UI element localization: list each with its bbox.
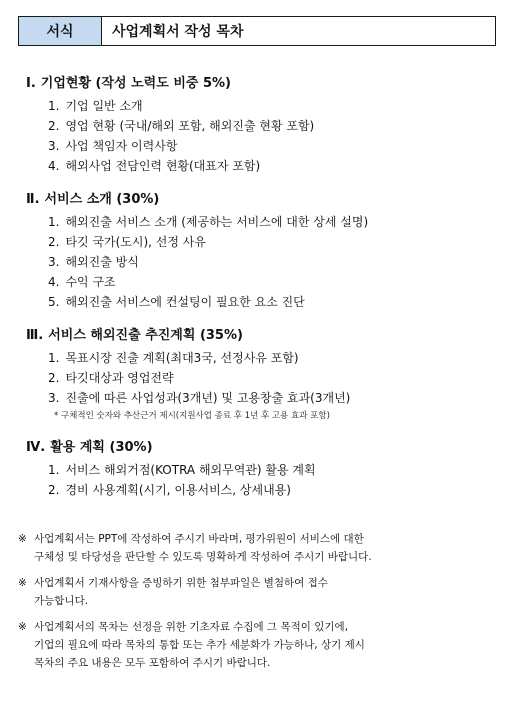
item-text: 기업 일반 소개 [65,99,143,113]
item-number: 4. [48,275,60,289]
list-item [26,156,496,176]
list-item [26,460,496,480]
instruction-notes [18,530,496,680]
item-text: 해외진출 서비스 소개 (제공하는 서비스에 대한 상세 설명) [65,215,369,229]
item-number: 2. [48,483,60,497]
list-item [26,252,496,272]
section-numeral: Ⅳ. [26,440,46,455]
item-number: 1. [48,463,60,477]
item-text: 수익 구조 [65,275,116,289]
section-numeral: Ⅰ. [26,76,36,91]
item-text: 해외사업 전담인력 현황(대표자 포함) [65,159,261,173]
note-text: 사업계획서의 목차는 선정을 위한 기초자료 수집에 그 목적이 있기에, 기업의 필요에 따라 목차의 통합 또는 추가 세분화가 가능하나, 상기 제시 목차의 주요 내용은 모두 포함하여 주시기 바랍니다. [34,621,365,669]
item-number: 3. [48,139,60,153]
list-item [26,212,496,232]
item-text: 진출에 따른 사업성과(3개년) 및 고용창출 효과(3개년) [65,391,351,405]
item-number: 2. [48,235,60,249]
section-3 [26,326,496,424]
note-mark: ※ [18,577,27,589]
item-number: 3. [48,255,60,269]
note-mark: ※ [18,533,27,545]
section-2 [26,190,496,312]
section-title: 서비스 해외진출 추진계획 (35%) [48,328,243,343]
item-text: 영업 현황 (국내/해외 포함, 해외진출 현황 포함) [65,119,315,133]
table-of-contents [26,74,496,514]
section-items [26,348,496,408]
document-header [18,16,496,46]
list-item [26,348,496,368]
note-text: 사업계획서는 PPT에 작성하여 주시기 바라며, 평가위원이 서비스에 대한 구체성 및 타당성을 판단할 수 있도록 명확하게 작성하여 주시기 바랍니다. [34,533,372,563]
section-title: 서비스 소개 (30%) [44,192,160,207]
item-number: 4. [48,159,60,173]
item-text: 타깃 국가(도시), 선정 사유 [65,235,206,249]
section-title: 기업현황 (작성 노력도 비중 5%) [40,76,231,91]
section-items [26,460,496,500]
item-text: 타깃대상과 영업전략 [65,371,174,385]
section-heading [26,74,496,94]
list-item [26,96,496,116]
list-item [26,136,496,156]
section-1 [26,74,496,176]
note-text: 사업계획서 기재사항을 증빙하기 위한 첨부파일은 별첨하여 접수 가능합니다. [34,577,328,607]
section-title: 활용 계획 (30%) [50,440,153,455]
item-number: 5. [48,295,60,309]
section-4 [26,438,496,500]
item-text: 경비 사용계획(시기, 이용서비스, 상세내용) [65,483,291,497]
list-item [26,292,496,312]
item-text: 목표시장 진출 계획(최대3국, 선정사유 포함) [65,351,299,365]
section-heading [26,326,496,346]
note-item [18,530,496,566]
section-heading [26,438,496,458]
item-text: 해외진출 서비스에 컨설팅이 필요한 요소 진단 [65,295,305,309]
form-tag: 서식 [19,17,102,45]
section-numeral: Ⅲ. [26,328,44,343]
list-item [26,480,496,500]
note-mark: ※ [18,621,27,633]
item-number: 1. [48,215,60,229]
list-item [26,272,496,292]
item-text: 사업 책임자 이력사항 [65,139,178,153]
item-number: 3. [48,391,60,405]
item-text: 서비스 해외거점(KOTRA 해외무역관) 활용 계획 [65,463,316,477]
item-number: 1. [48,351,60,365]
item-number: 2. [48,119,60,133]
section-heading [26,190,496,210]
section-items [26,212,496,312]
list-item [26,388,496,408]
item-number: 2. [48,371,60,385]
item-text: 해외진출 방식 [65,255,139,269]
section-numeral: Ⅱ. [26,192,40,207]
note-item [18,618,496,672]
document-title: 사업계획서 작성 목차 [112,24,244,40]
section-footnote: * 구체적인 숫자와 추산근거 제시(지원사업 종료 후 1년 후 고용 효과 포함) [54,411,330,421]
note-item [18,574,496,610]
list-item [26,232,496,252]
list-item [26,368,496,388]
list-item [26,116,496,136]
section-items [26,96,496,176]
item-number: 1. [48,99,60,113]
